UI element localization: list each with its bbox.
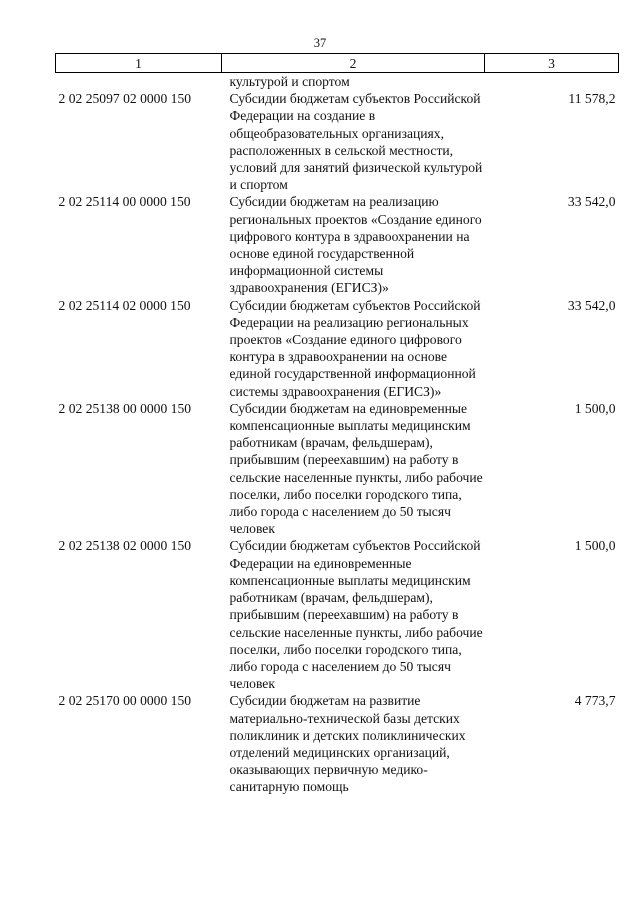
- budget-table: [55, 53, 619, 796]
- budget-code: 2 02 25138 00 0000 150: [58, 400, 192, 416]
- budget-code: 2 02 25170 00 0000 150: [58, 693, 192, 709]
- table-row: [56, 400, 619, 538]
- header-col-1: 1: [56, 54, 222, 73]
- budget-code: 2 02 25114 00 0000 150: [58, 194, 191, 210]
- budget-code: 2 02 25138 02 0000 150: [58, 538, 192, 554]
- header-col-3: 3: [485, 54, 619, 73]
- budget-amount: 33 542,0: [567, 297, 616, 313]
- budget-amount: 33 542,0: [567, 194, 616, 210]
- budget-description: Субсидии бюджетам на реализацию региональных проектов «Создание единого цифрового контура в здравоохранении на основе единой государственной информационной системы здравоохранения (ЕГИСЗ)»: [229, 194, 482, 296]
- budget-description: Субсидии бюджетам на единовременные компенсационные выплаты медицинским работникам (врачам, фельдшерам), прибывшим (переехавшим) на работу в сельские населенные пункты, либо рабочие поселки, либо поселки городского типа, либо города с населением до 50 тысяч человек: [229, 400, 483, 537]
- table-row: [56, 537, 619, 692]
- table-row: [56, 297, 619, 400]
- budget-code: 2 02 25097 02 0000 150: [58, 91, 192, 107]
- budget-amount: 11 578,2: [568, 91, 616, 107]
- header-col-2: 2: [222, 54, 485, 73]
- header-row: [56, 54, 619, 73]
- budget-amount: 4 773,7: [574, 693, 616, 709]
- table-row: [56, 90, 619, 193]
- continuation-row: [56, 73, 619, 91]
- continuation-text: культурой и спортом: [229, 74, 350, 89]
- table-row: [56, 692, 619, 795]
- budget-description: Субсидии бюджетам субъектов Российской Федерации на единовременные компенсационные выплаты медицинским работникам (врачам, фельдшерам), прибывшим (переехавшим) на работу в сельские населенные пункты, либо рабочие поселки, либо поселки городского типа, либо города с населением до 50 тысяч человек: [229, 538, 483, 692]
- budget-code: 2 02 25114 02 0000 150: [58, 297, 191, 313]
- budget-amount: 1 500,0: [574, 400, 616, 416]
- budget-description: Субсидии бюджетам на развитие материально-технической базы детских поликлиник и детских поликлинических отделений медицинских организаций, оказывающих первичную медико-санитарную помощь: [229, 693, 466, 795]
- budget-amount: 1 500,0: [574, 538, 616, 554]
- table-row: [56, 193, 619, 296]
- page-number: 37: [313, 36, 327, 50]
- budget-description: Субсидии бюджетам субъектов Российской Федерации на реализацию региональных проектов «Создание единого цифрового контура в здравоохранении на основе единой государственной информационной системы здравоохранения (ЕГИСЗ)»: [229, 297, 481, 399]
- budget-description: Субсидии бюджетам субъектов Российской Федерации на создание в общеобразовательных организациях, расположенных в сельской местности, условий для занятий физической культурой и спортом: [229, 91, 483, 193]
